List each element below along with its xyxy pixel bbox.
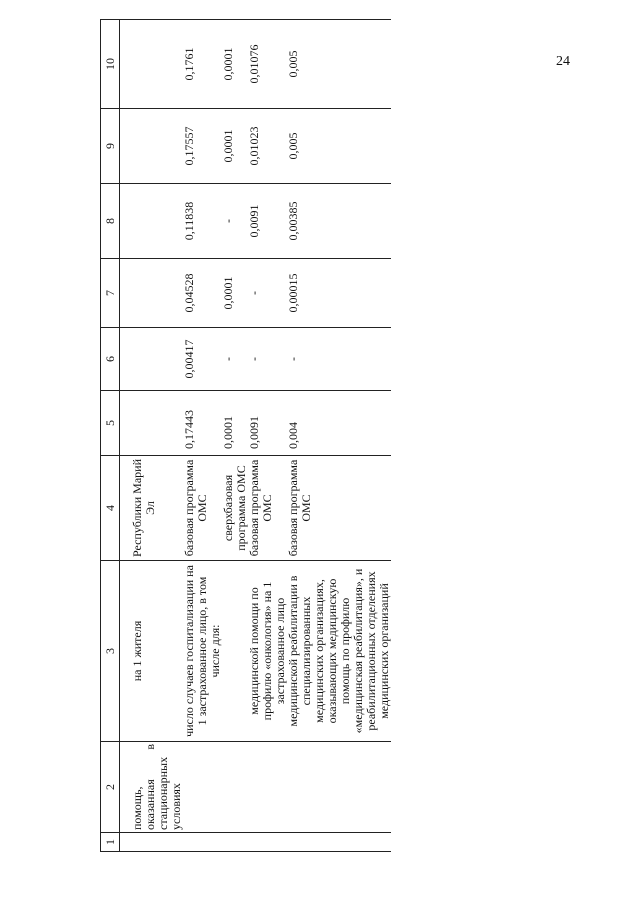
cell-value-8: 0,11838 [183, 184, 222, 259]
column-header-5: 5 [101, 391, 120, 456]
column-header-7: 7 [101, 259, 120, 328]
cell-care-type [183, 742, 222, 833]
cell-care-type: помощь, оказанная в стационарных условиях [131, 742, 183, 833]
page-number: 24 [556, 54, 570, 69]
table-row [183, 20, 222, 852]
table-row [248, 20, 287, 852]
cell-program: Республики Марий Эл [131, 456, 183, 561]
cell-value-5: 0,0001 [222, 391, 248, 456]
cell-value-7: 0,00015 [287, 259, 391, 328]
cell-program: базовая программа ОМС [287, 456, 391, 561]
cell-c1 [248, 833, 287, 852]
cell-value-10 [131, 20, 183, 109]
cell-program: базовая программа ОМС [183, 456, 222, 561]
cell-value-6 [131, 328, 183, 391]
table-row [131, 20, 183, 852]
cell-value-6: 0,00417 [183, 328, 222, 391]
cell-value-9: 0,0001 [222, 109, 248, 184]
cell-value-7: - [248, 259, 287, 328]
cell-c1 [287, 833, 391, 852]
cell-value-9: 0,01023 [248, 109, 287, 184]
column-header-8: 8 [101, 184, 120, 259]
cell-indicator [222, 561, 248, 742]
cell-value-6: - [287, 328, 391, 391]
cell-value-10: 0,1761 [183, 20, 222, 109]
cell-value-8: - [222, 184, 248, 259]
column-header-9: 9 [101, 109, 120, 184]
spacer-row [120, 20, 131, 852]
column-header-2: 2 [101, 742, 120, 833]
column-header-1: 1 [101, 833, 120, 852]
cell-indicator: на 1 жителя [131, 561, 183, 742]
cell-value-5: 0,17443 [183, 391, 222, 456]
cell-value-5: 0,0091 [248, 391, 287, 456]
cell-value-10: 0,01076 [248, 20, 287, 109]
cell-value-9: 0,17557 [183, 109, 222, 184]
cell-value-6: - [248, 328, 287, 391]
cell-value-8: 0,00385 [287, 184, 391, 259]
cell-value-8 [131, 184, 183, 259]
cell-value-9: 0,005 [287, 109, 391, 184]
column-header-6: 6 [101, 328, 120, 391]
column-header-4: 4 [101, 456, 120, 561]
column-header-3: 3 [101, 561, 120, 742]
cell-care-type [248, 742, 287, 833]
cell-c1 [183, 833, 222, 852]
cell-value-9 [131, 109, 183, 184]
cell-value-10: 0,005 [287, 20, 391, 109]
cell-care-type [287, 742, 391, 833]
table-row [222, 20, 248, 852]
cell-program: сверхбазовая программа ОМС [222, 456, 248, 561]
cell-indicator: число случаев госпитализации на 1 застрахованное лицо, в том числе для: [183, 561, 222, 742]
cell-value-5: 0,004 [287, 391, 391, 456]
header-row [101, 20, 120, 852]
cell-value-7: 0,0001 [222, 259, 248, 328]
cell-value-7: 0,04528 [183, 259, 222, 328]
cell-value-5 [131, 391, 183, 456]
cell-indicator: медицинской помощи по профилю «онкология» на 1 застрахованное лицо [248, 561, 287, 742]
table-row [287, 20, 391, 852]
cell-program: базовая программа ОМС [248, 456, 287, 561]
cell-value-8: 0,0091 [248, 184, 287, 259]
cell-value-7 [131, 259, 183, 328]
data-table [100, 19, 391, 852]
column-header-10: 10 [101, 20, 120, 109]
cell-c1 [131, 833, 183, 852]
cell-value-10: 0,0001 [222, 20, 248, 109]
cell-value-6: - [222, 328, 248, 391]
cell-c1 [222, 833, 248, 852]
cell-indicator: медицинской реабилитации в специализированных медицинских организациях, оказывающих медицинскую помощь по профилю «медицинская реабилитация», и реабилитационных отделениях медицинских организаций [287, 561, 391, 742]
cell-care-type [222, 742, 248, 833]
